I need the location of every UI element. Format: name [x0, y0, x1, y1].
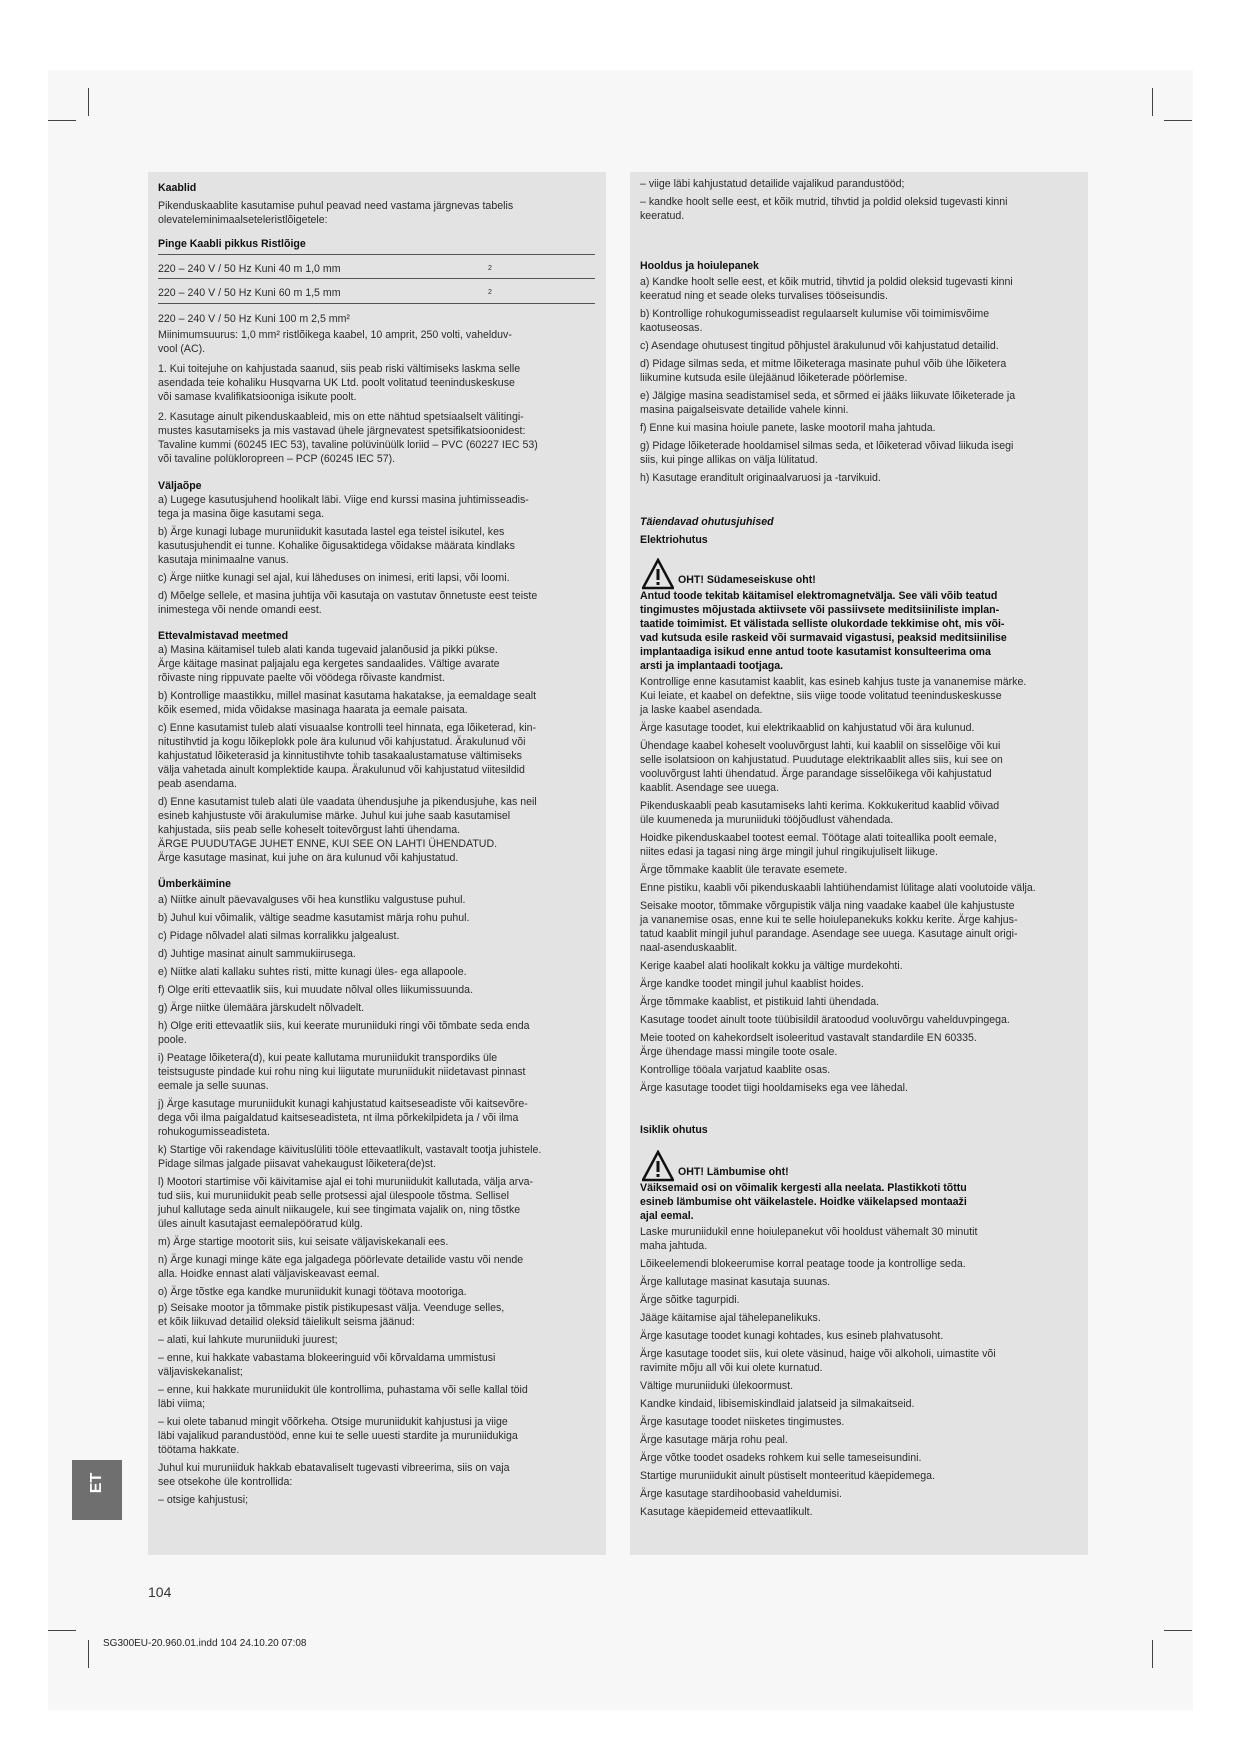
warning-icon	[642, 558, 674, 590]
text-line: Pikenduskaablite kasutamise puhul peavad need vastama järgnevas tabelis	[158, 200, 514, 212]
text-line: a) Masina käitamisel tuleb alati kanda tugevaid jalanõusid ja pikki pükse.	[158, 644, 498, 656]
text-line: – otsige kahjustusi;	[158, 1494, 249, 1506]
text-line: b) Kontrollige rohukogumisseadist regulaarselt kulumise või toimimisvõime	[640, 308, 990, 320]
text-line: mustes kasutamiseks ja mis vastavad ühele järgnevatest spetsifikatsioonidest:	[158, 425, 526, 437]
text-line: – enne, kui hakkate muruniidukit üle kontrollima, puhastama või selle kallal töid	[158, 1384, 528, 1396]
text-line: naal-asenduskaablit.	[640, 942, 738, 954]
text-line: h) Olge eriti ettevaatlik siis, kui keerate muruniiduki ringi või tõmbate seda enda	[158, 1020, 530, 1032]
text-line: kahjustatud lõiketerasid ja kinnitustihvte tohib tasakaalustamatuse vältimiseks	[158, 750, 522, 762]
text-line: asendada teie kohaliku Husqvarna UK Ltd. poolt volitatud teeninduskeskuse	[158, 377, 515, 389]
section-heading: Hooldus ja hoiulepanek	[640, 260, 759, 272]
text-line: d) Juhtige masinat ainult sammukiirusega.	[158, 948, 356, 960]
text-line: Kontrollige enne kasutamist kaablit, kas esineb kahjus tuste ja vananemise märke.	[640, 676, 1027, 688]
text-line: g) Pidage lõiketerade hooldamisel silmas seda, et lõiketerad võivad liikuda isegi	[640, 440, 1014, 452]
text-line: rõivaste ning rippuvate paelte või vöödega rõivaste kandmist.	[158, 672, 445, 684]
text-line: e) Jälgige masina seadistamisel seda, et sõrmed ei jääks liikuvate lõiketerade ja	[640, 390, 1016, 402]
warning-icon	[642, 1150, 674, 1182]
text-line: k) Startige või rakendage käivituslüliti tööle ettevaatlikult, vastavalt tootja juhistele.	[158, 1144, 542, 1156]
text-line: f) Enne kui masina hoiule panete, laske mootoril maha jahtuda.	[640, 422, 936, 434]
text-line: i) Peatage lõiketera(d), kui peate kallutama muruniidukit transpordiks üle	[158, 1052, 498, 1064]
text-line: d) Pidage silmas seda, et mitme lõiketeraga masinate puhul võib ühe lõiketera	[640, 358, 1007, 370]
text-line: Ärge kasutage toodet tiigi hooldamiseks ega vee lähedal.	[640, 1082, 908, 1094]
text-line: siis, kui pinge allikas on välja lülitatud.	[640, 454, 818, 466]
section-heading: Kaablid	[158, 182, 197, 194]
text-line: tud siis, kui muruniidukit peab selle protsessi ajal ülespoole tõstma. Sellisel	[158, 1190, 509, 1202]
text-line: kahjustada, siis peab selle koheselt toitevõrgust lahti ühendama.	[158, 824, 461, 836]
text-line: b) Juhul kui võimalik, vältige seadme kasutamist märja rohu puhul.	[158, 912, 470, 924]
text-line: või samase kvalifikatsiooniga isikute poolt.	[158, 391, 357, 403]
text-line: Ärge võtke toodet osadeks rohkem kui selle tameseisundini.	[640, 1452, 922, 1464]
print-footer: SG300EU-20.960.01.indd 104 24.10.20 07:08	[103, 1638, 307, 1649]
text-line: Enne pistiku, kaabli või pikenduskaabli lahtiühendamist lülitage alati voolutoide välja.	[640, 882, 1036, 894]
table-rule	[158, 254, 595, 255]
text-line: masina paigalseisvate detailide vahele kinni.	[640, 404, 849, 416]
text-line: b) Ärge kunagi lubage muruniidukit kasutada lastel ega teistel isikutel, kes	[158, 526, 505, 538]
text-line: – kandke hoolt selle eest, et kõik mutrid, tihvtid ja poldid oleksid tugevasti kinni	[640, 196, 1008, 208]
text-line: olevateleminimaalseteleristlõigetele:	[158, 214, 328, 226]
text-line: Ärge kasutage toodet niisketes tingimustes.	[640, 1416, 845, 1428]
text-line: 220 – 240 V / 50 Hz Kuni 60 m 1,5 mm	[158, 287, 341, 299]
text-line: Ärge ühendage massi mingile toote osale.	[640, 1046, 838, 1058]
text-line: ÄRGE PUUDUTAGE JUHET ENNE, KUI SEE ON LAHTI ÜHENDATUD.	[158, 838, 498, 850]
text-line: välja vahetada ainult komplektide kaupa. Ärakulunud või kahjustatud viitesildid	[158, 764, 525, 776]
text-line: väljaviskekanalist;	[158, 1366, 243, 1378]
section-heading: OHT! Lämbumise oht!	[678, 1166, 789, 1178]
crop-mark	[48, 120, 76, 121]
language-tab	[72, 1460, 122, 1520]
crop-mark	[1152, 1640, 1153, 1668]
text-line: tega ja masina õige kasutami sega.	[158, 508, 325, 520]
crop-mark	[48, 1630, 76, 1631]
text-line: Jääge käitamise ajal tähelepanelikuks.	[640, 1312, 821, 1324]
section-heading: Isiklik ohutus	[640, 1124, 708, 1136]
text-line: j) Ärge kasutage muruniidukit kunagi kahjustatud kaitseseadiste või kaitsevõre-	[158, 1098, 528, 1110]
text-line: niites edasi ja tagasi ning ärge mingil juhul ringikujuliselt liikuge.	[640, 846, 938, 858]
text-line: Ärge kasutage toodet siis, kui olete väsinud, haige või alkoholi, uimastite või	[640, 1348, 996, 1360]
text-line: selle isolatsioon on kahjustatud. Puudutage elektrikaablit alles siis, kui see on	[640, 754, 1003, 766]
text-line: Ärge kasutage toodet kunagi kohtades, kus esineb plahvatusoht.	[640, 1330, 944, 1342]
text-line: h) Kasutage eranditult originaalvaruosi ja -tarvikuid.	[640, 472, 881, 484]
text-line: Laske muruniidukil enne hoiulepanekut või hooldust vähemalt 30 minutit	[640, 1226, 978, 1238]
section-heading: Täiendavad ohutusjuhised	[640, 516, 774, 528]
text-line: d) Mõelge sellele, et masina juhtija või kasutaja on vastutav õnnetuste eest teiste	[158, 590, 538, 602]
crop-mark	[1152, 88, 1153, 116]
text-line: c) Asendage ohutusest tingitud põhjustel ärakulunud või kahjustatud detailid.	[640, 340, 999, 352]
section-heading: Ettevalmistavad meetmed	[158, 630, 289, 642]
text-line: Seisake mootor, tõmmake võrgupistik välja ning vaadake kaabel üle kahjustuste	[640, 900, 1015, 912]
text-line: a) Niitke ainult päevavalguses või hea kunstliku valgustuse puhul.	[158, 894, 466, 906]
text-line: Kandke kindaid, libisemiskindlaid jalatseid ja silmakaitseid.	[640, 1398, 915, 1410]
crop-mark	[88, 88, 89, 116]
text-line: Ärge tõmmake kaablist, et pistikuid lahti ühendada.	[640, 996, 880, 1008]
text-line: b) Kontrollige maastikku, millel masinat kasutama hakatakse, ja eemaldage sealt	[158, 690, 537, 702]
text-line: a) Kandke hoolt selle eest, et kõik mutrid, tihvtid ja poldid oleksid tugevasti kinni	[640, 276, 1013, 288]
text-line: vad kutsuda esile raskeid või surmavaid vigastusi, peaksid meditsiinilise	[640, 632, 1007, 644]
text-line: Ärge kasutage toodet, kui elektrikaablid on kahjustatud või ära kulunud.	[640, 722, 975, 734]
text-line: läbi viima;	[158, 1398, 206, 1410]
text-line: rohukogumisseadisteta.	[158, 1126, 270, 1138]
text-line: c) Ärge niitke kunagi sel ajal, kui läheduses on inimesi, eriti lapsi, või loomi.	[158, 572, 510, 584]
text-line: Kontrollige tööala varjatud kaablite osas.	[640, 1064, 831, 1076]
text-line: eemale ja selle suunas.	[158, 1080, 269, 1092]
text-line: – viige läbi kahjustatud detailide vajalikud parandustööd;	[640, 178, 905, 190]
table-superscript: 2	[488, 289, 492, 296]
text-line: üles ainult kasutajast eemalepöörатud külg.	[158, 1218, 363, 1230]
text-line: Kerige kaabel alati hoolikalt kokku ja vältige murdekohti.	[640, 960, 903, 972]
text-line: Tavaline kummi (60245 IEC 53), tavaline polüvinüülk loriid – PVC (60227 IEC 53)	[158, 439, 538, 451]
section-heading: Ümberkäimine	[158, 878, 232, 890]
text-line: kaablit. Asendage see uuega.	[640, 782, 780, 794]
text-line: c) Pidage nõlvadel alati silmas korralikku jalgealust.	[158, 930, 400, 942]
text-line: poole.	[158, 1034, 187, 1046]
text-line: Ühendage kaabel koheselt vooluvõrgust lahti, kui kaablil on sisselõige või kui	[640, 740, 1001, 752]
text-line: c) Enne kasutamist tuleb alati visuaalse kontrolli teel hinnata, ega lõiketerad, kin-	[158, 722, 537, 734]
text-line: kõik esemed, mida võidakse masinaga haarata ja eemale paisata.	[158, 704, 468, 716]
text-line: Startige muruniidukit ainult püstiselt monteeritud käepidemega.	[640, 1470, 936, 1482]
text-line: arsti ja implantaadi tootjaga.	[640, 660, 784, 672]
text-line: taatide toimimist. Et välistada selliste olukordade tekkimise oht, mis või-	[640, 618, 1005, 630]
text-line: – enne, kui hakkate vabastama blokeeringuid või kõrvaldama ummistusi	[158, 1352, 496, 1364]
text-line: töötama hakkate.	[158, 1444, 240, 1456]
text-line: teistsuguste pindade kui rohu ning kui liigutate muruniidukit niidetavast pinnast	[158, 1066, 526, 1078]
text-line: p) Seisake mootor ja tõmmake pistik pistikupesast välja. Veenduge selles,	[158, 1302, 505, 1314]
text-line: tingimustes mõjustada aktiivsete või passiivsete meditsiiniliste implan-	[640, 604, 1000, 616]
text-line: implantaadiga isikud enne antud toote kasutamist konsulteerima oma	[640, 646, 991, 658]
text-line: Ärge tõmmake kaablit üle teravate esemete.	[640, 864, 848, 876]
text-line: e) Niitke alati kallaku suhtes risti, mitte kunagi üles- ega allapoole.	[158, 966, 467, 978]
text-line: Kasutage toodet ainult toote tüübisildil äratoodud vooluvõrgu vahelduvpingega.	[640, 1014, 1010, 1026]
text-line: m) Ärge startige mootorit siis, kui seisate väljaviskekanali ees.	[158, 1236, 449, 1248]
text-line: ja vananemise osas, enne kui te selle hoiulepanekuks kokku kerite. Ärge kahjus-	[640, 914, 1018, 926]
section-heading: Elektriohutus	[640, 534, 708, 546]
text-line: nitustihvtid ja kogu lõikeplokk pole ära kulunud või kahjustatud. Ärakulunud või	[158, 736, 526, 748]
text-line: Antud toode tekitab käitamisel elektromagnetvälja. See väli võib teatud	[640, 590, 998, 602]
text-line: l) Mootori startimise või käivitamise ajal ei tohi muruniidukit kallutada, välja arva-	[158, 1176, 534, 1188]
text-line: et kõik liikuvad detailid oleksid täielikult seisma jäänud:	[158, 1316, 415, 1328]
language-tab-label: ET	[88, 1472, 106, 1494]
text-line: ja laske kaabel asendada.	[640, 704, 763, 716]
crop-mark	[1164, 1630, 1192, 1631]
text-line: Miinimumsuurus: 1,0 mm² ristlõikega kaabel, 10 amprit, 250 volti, vahelduv-	[158, 329, 512, 341]
text-line: Lõikeelemendi blokeerumise korral peatage toode ja kontrollige seda.	[640, 1258, 966, 1270]
text-line: Vältige muruniiduki ülekoormust.	[640, 1380, 794, 1392]
text-line: dega või ilma paigaldatud kaitseseadisteta, nt ilma põrkekilpideta ja / või ilma	[158, 1112, 519, 1124]
table-rule	[158, 303, 595, 304]
right-column	[630, 172, 1088, 1555]
text-line: o) Ärge tõstke ega kandke muruniidukit kunagi töötava mootoriga.	[158, 1286, 467, 1298]
text-line: Ärge sõitke tagurpidi.	[640, 1294, 740, 1306]
text-line: vool (AC).	[158, 343, 206, 355]
text-line: Ärge kasutage stardihoobasid vaheldumisi.	[640, 1488, 842, 1500]
text-line: ravimite mõju all või kui olete kurnatud.	[640, 1362, 823, 1374]
text-line: Hoidke pikenduskaabel tootest eemal. Töötage alati toiteallika poolt eemale,	[640, 832, 997, 844]
text-line: alla. Hoidke ennast alati väljaviskeavast eemal.	[158, 1268, 380, 1280]
table-rule	[158, 278, 595, 279]
text-line: 2. Kasutage ainult pikenduskaableid, mis on ette nähtud spetsiaalselt välitingi-	[158, 411, 524, 423]
section-heading: OHT! Südameseiskuse oht!	[678, 574, 816, 586]
text-line: Ärge kandke toodet mingil juhul kaablist hoides.	[640, 978, 864, 990]
text-line: Ärge kasutage märja rohu peal.	[640, 1434, 788, 1446]
text-line: d) Enne kasutamist tuleb alati üle vaadata ühendusjuhe ja pikendusjuhe, kas neil	[158, 796, 537, 808]
text-line: Kui leiate, et kaabel on defektne, siis viige toode volitatud teeninduskeskusse	[640, 690, 1002, 702]
text-line: peab asendama.	[158, 778, 237, 790]
text-line: Pikenduskaabli peab kasutamiseks lahti kerima. Kokkukeritud kaablid võivad	[640, 800, 1000, 812]
text-line: Ärge kallutage masinat kasutaja suunas.	[640, 1276, 831, 1288]
text-line: kasutusjuhendit ei tunne. Kohalike õigusaktidega võidakse määrata kindlaks	[158, 540, 515, 552]
text-line: Juhul kui muruniiduk hakkab ebatavaliselt tugevasti vibreerima, siis on vaja	[158, 1462, 510, 1474]
text-line: Ärge käitage masinat paljajalu ega kergetes sandaalides. Vältige avarate	[158, 658, 500, 670]
crop-mark	[88, 1640, 89, 1668]
text-line: 220 – 240 V / 50 Hz Kuni 40 m 1,0 mm	[158, 263, 341, 275]
text-line: see otsekohe üle kontrollida:	[158, 1476, 293, 1488]
text-line: Meie tooted on kahekordselt isoleeritud vastavalt standardile EN 60335.	[640, 1032, 977, 1044]
text-line: kasutaja minimaalne vanus.	[158, 554, 289, 566]
text-line: keeratud ning et seade oleks turvalises tööseisundis.	[640, 290, 888, 302]
text-line: vooluvõrgust lahti ühendatud. Ärge parandage sisselõikega või kahjustatud	[640, 768, 992, 780]
text-line: esineb lämbumise oht väikelastele. Hoidke väikelapsed montaaži	[640, 1196, 967, 1208]
section-heading: Väljaõpe	[158, 480, 202, 492]
text-line: 1. Kui toitejuhe on kahjustada saanud, siis peab riski vältimiseks laskma selle	[158, 363, 521, 375]
crop-mark	[1164, 120, 1192, 121]
page-number: 104	[148, 1584, 172, 1600]
text-line: Pidage silmas jalgade piisavat vahekaugust lõiketera(de)st.	[158, 1158, 436, 1170]
text-line: esineb kahjustuste või ärakulumise märke. Juhul kui juhe saab kasutamisel	[158, 810, 511, 822]
text-line: a) Lugege kasutusjuhend hoolikalt läbi. Viige end kurssi masina juhtimisseadis-	[158, 494, 529, 506]
text-line: keeratud.	[640, 210, 685, 222]
text-line: maha jahtuda.	[640, 1240, 708, 1252]
left-column	[148, 172, 606, 1555]
text-line: Ärge kasutage masinat, kui juhe on ära kulunud või kahjustatud.	[158, 852, 459, 864]
text-line: n) Ärge kunagi minge käte ega jalgadega pöörlevate detailide vastu või nende	[158, 1254, 524, 1266]
text-line: kaotuseosas.	[640, 322, 703, 334]
text-line: juhul kallutage seda ainult niikaugele, kui see tingimata vajalik on, ning tõstke	[158, 1204, 521, 1216]
text-line: g) Ärge niitke ülemäära järskudelt nõlvadelt.	[158, 1002, 365, 1014]
text-line: Kasutage käepidemeid ettevaatlikult.	[640, 1506, 813, 1518]
text-line: – alati, kui lahkute muruniiduki juurest;	[158, 1334, 338, 1346]
text-line: f) Olge eriti ettevaatlik siis, kui muudate nõlval olles liikumissuunda.	[158, 984, 474, 996]
table-superscript: 2	[488, 265, 492, 272]
text-line: või tavaline polükloropreen – PCP (60245 IEC 57).	[158, 453, 396, 465]
text-line: tatud kaablit mingil juhul parandage. Asendage see uuega. Kasutage ainult origi-	[640, 928, 1018, 940]
section-heading: Pinge Kaabli pikkus Ristlõige	[158, 238, 306, 250]
text-line: – kui olete tabanud mingit võõrkeha. Otsige muruniidukit kahjustusi ja viige	[158, 1416, 508, 1428]
text-line: ajal eemal.	[640, 1210, 694, 1222]
text-line: Väiksemaid osi on võimalik kergesti alla neelata. Plastikkoti tõttu	[640, 1182, 967, 1194]
text-line: liikumine kutsuda esile ülejäänud lõiketerade pöörlemise.	[640, 372, 908, 384]
text-line: läbi vajalikud parandustööd, enne kui te selle uuesti stardite ja muruniidukiga	[158, 1430, 518, 1442]
text-line: 220 – 240 V / 50 Hz Kuni 100 m 2,5 mm²	[158, 313, 350, 325]
text-line: inimestega või nende omandi eest.	[158, 604, 322, 616]
text-line: üle kuumeneda ja muruniiduki tööjõudlust vähendada.	[640, 814, 894, 826]
